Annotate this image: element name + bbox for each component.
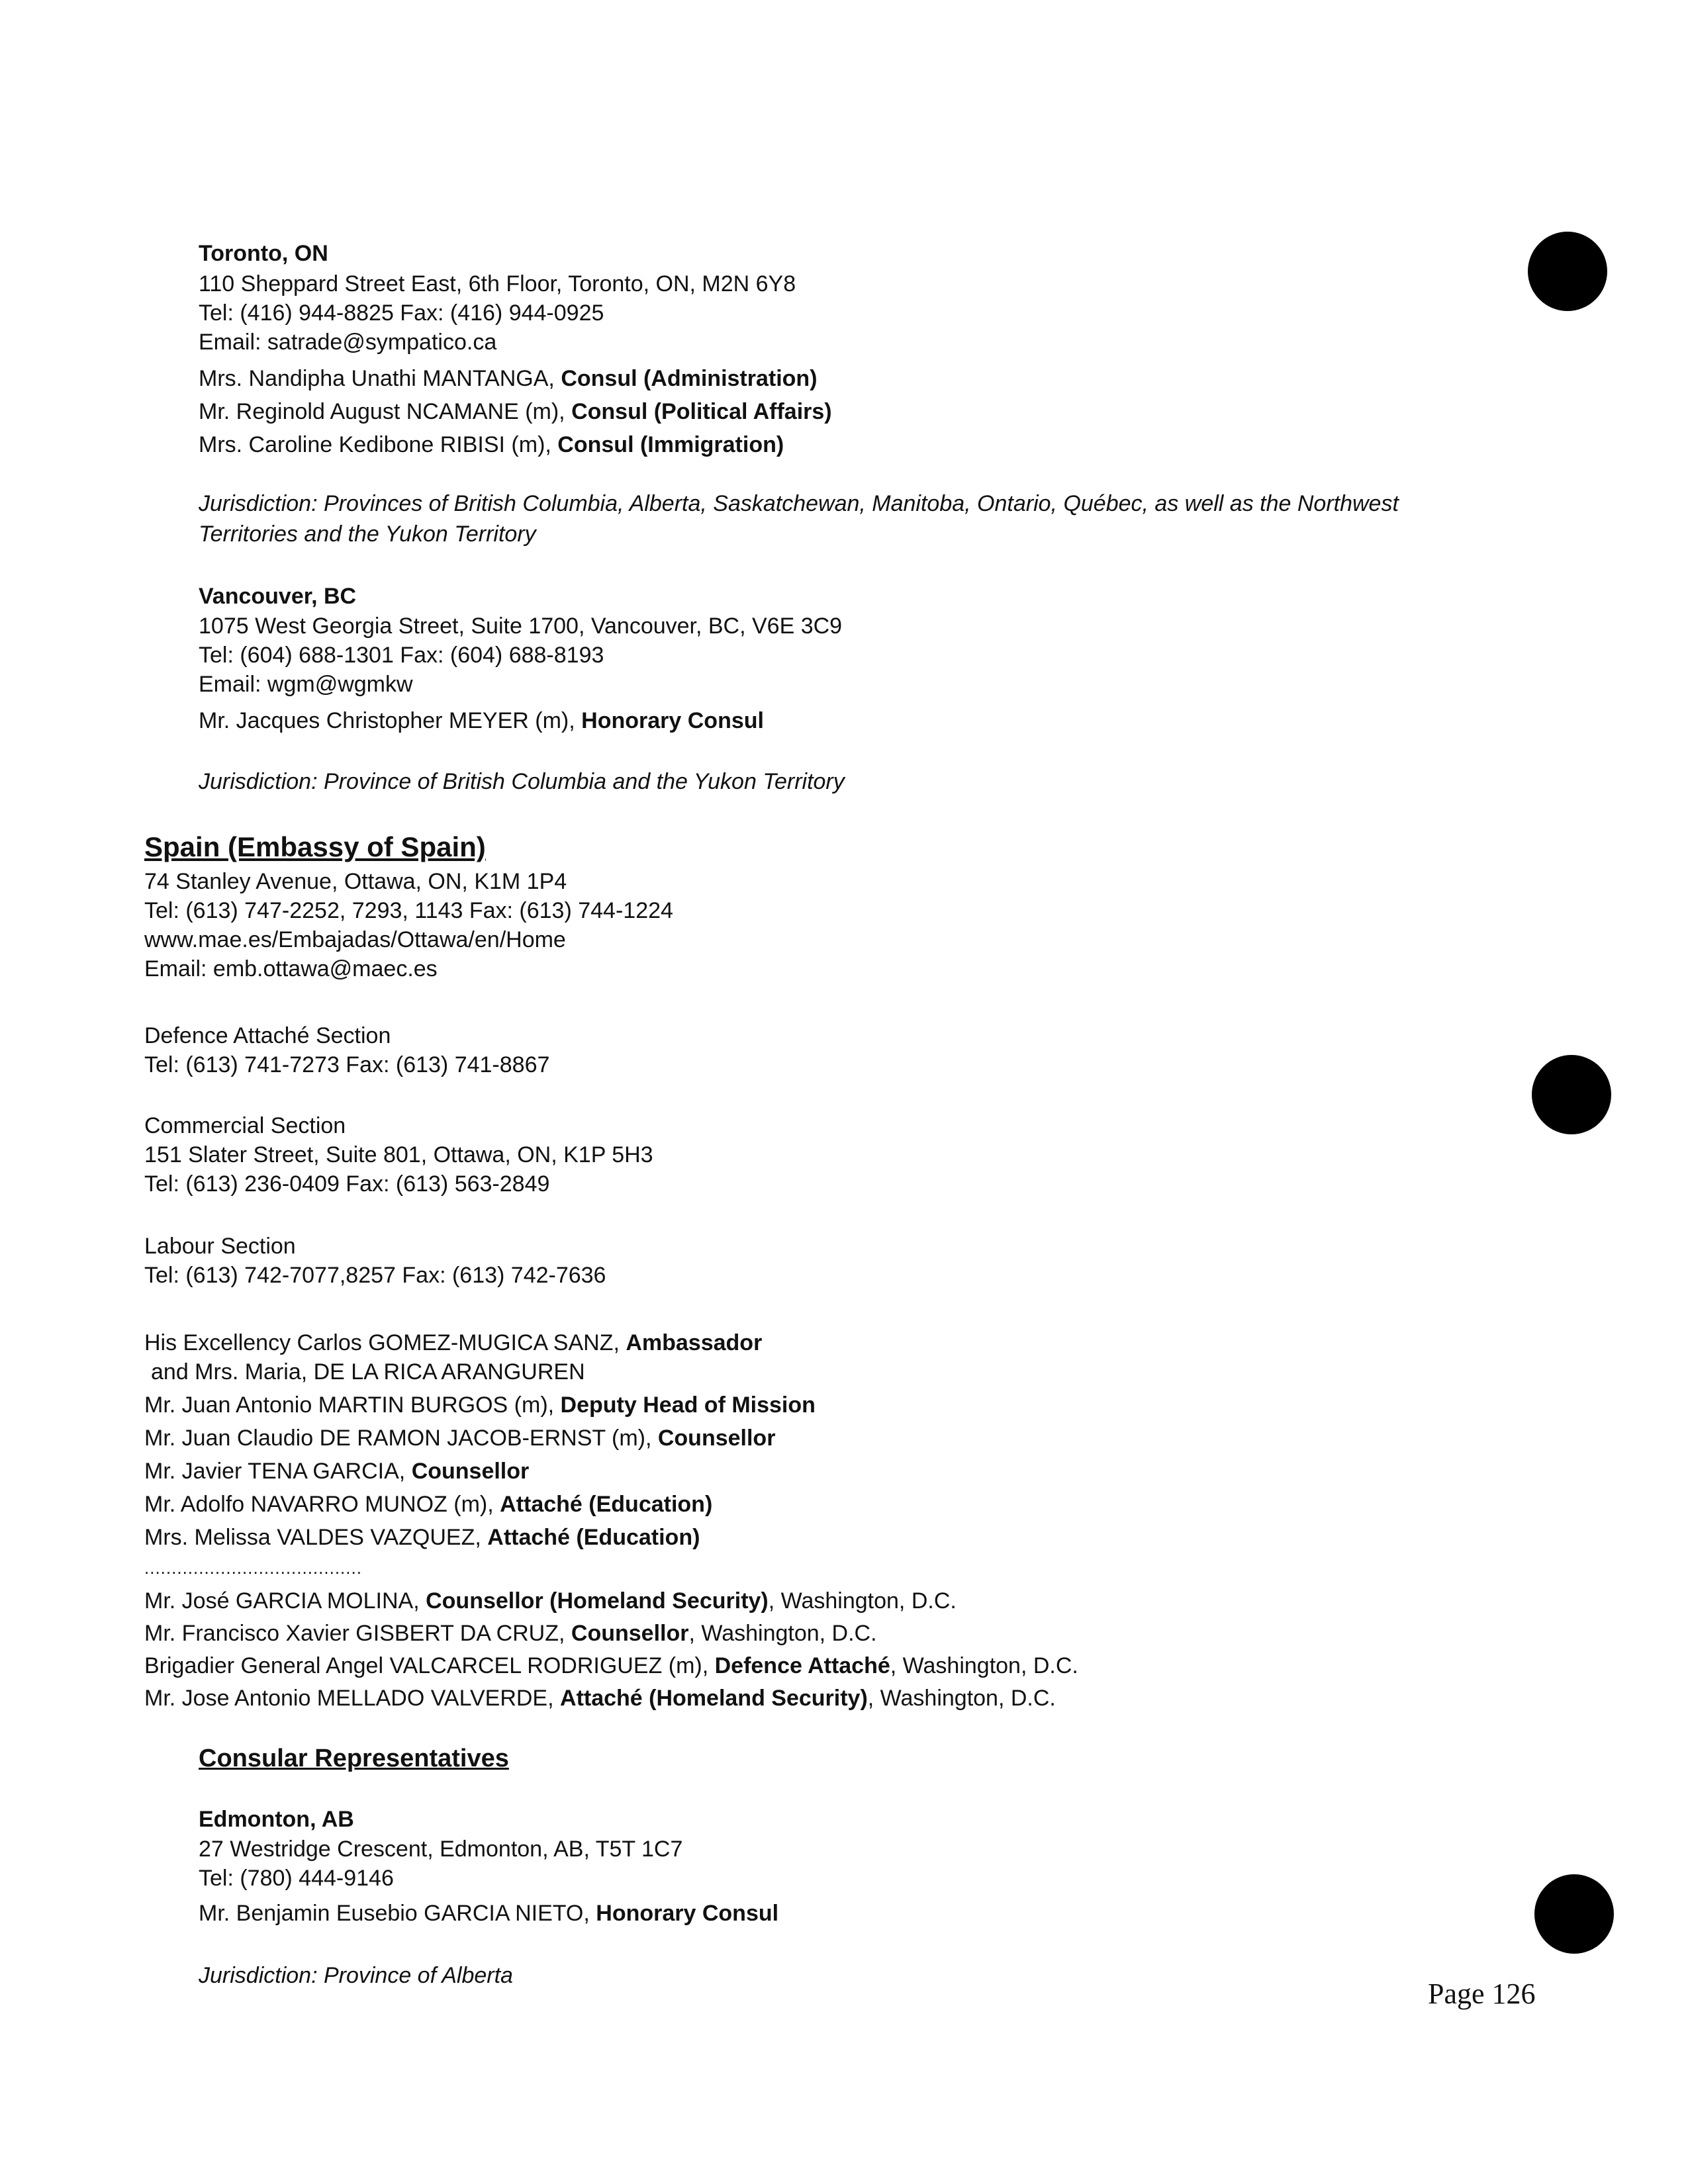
ambassador-name: His Excellency Carlos GOMEZ-MUGICA SANZ, — [144, 1330, 626, 1355]
staff-title: Deputy Head of Mission — [560, 1392, 816, 1418]
commercial-section-phone: Tel: (613) 236-0409 Fax: (613) 563-2849 — [144, 1171, 550, 1197]
staff-name: Mrs. Nandipha Unathi MANTANGA, — [199, 366, 561, 391]
defence-section-phone: Tel: (613) 741-7273 Fax: (613) 741-8867 — [144, 1052, 550, 1077]
vancouver-jurisdiction: Jurisdiction: Province of British Columbia and the Yukon Territory — [199, 769, 845, 794]
washington-staff-entry — [144, 1652, 1078, 1680]
vancouver-email: Email: wgm@wgmkw — [199, 672, 413, 697]
vancouver-phone: Tel: (604) 688-1301 Fax: (604) 688-8193 — [199, 643, 604, 668]
staff-entry — [199, 1899, 778, 1927]
labour-section-phone: Tel: (613) 742-7077,8257 Fax: (613) 742-7636 — [144, 1263, 606, 1288]
edmonton-city-heading: Edmonton, AB — [199, 1807, 354, 1832]
staff-name: Mr. Jose Antonio MELLADO VALVERDE, — [144, 1686, 561, 1711]
washington-staff-entry — [144, 1684, 1056, 1712]
toronto-email: Email: satrade@sympatico.ca — [199, 330, 497, 355]
staff-title: Counsellor — [657, 1426, 776, 1451]
staff-name: Mrs. Caroline Kedibone RIBISI (m), — [199, 432, 558, 457]
edmonton-address: 27 Westridge Crescent, Edmonton, AB, T5T 1C7 — [199, 1837, 683, 1862]
punch-hole — [1532, 1055, 1611, 1134]
staff-location: , Washington, D.C. — [768, 1588, 957, 1614]
staff-title: Honorary Consul — [581, 708, 764, 733]
page-number: Page 126 — [1428, 1978, 1536, 2010]
staff-title: Consul (Immigration) — [557, 432, 784, 457]
staff-entry — [199, 398, 832, 426]
staff-title: Counsellor (Homeland Security) — [426, 1588, 769, 1614]
spain-phone: Tel: (613) 747-2252, 7293, 1143 Fax: (613) 744-1224 — [144, 898, 673, 923]
defence-section-title: Defence Attaché Section — [144, 1023, 391, 1048]
vancouver-city-heading: Vancouver, BC — [199, 584, 357, 609]
staff-name: Mr. Benjamin Eusebio GARCIA NIETO, — [199, 1901, 596, 1926]
toronto-address: 110 Sheppard Street East, 6th Floor, Toronto, ON, M2N 6Y8 — [199, 271, 796, 296]
toronto-jurisdiction-line2: Territories and the Yukon Territory — [199, 522, 536, 547]
staff-name: Brigadier General Angel VALCARCEL RODRIGUEZ (m), — [144, 1653, 715, 1678]
staff-entry — [144, 1457, 529, 1485]
staff-location: , Washington, D.C. — [867, 1686, 1056, 1711]
staff-name: Mr. Juan Claudio DE RAMON JACOB-ERNST (m), — [144, 1426, 658, 1451]
commercial-section-title: Commercial Section — [144, 1113, 346, 1138]
staff-entry — [144, 1490, 712, 1518]
punch-hole — [1534, 1874, 1614, 1954]
toronto-jurisdiction-line1: Jurisdiction: Provinces of British Columbia, Alberta, Saskatchewan, Manitoba, Ontario, Québec, as well as the Northwest — [199, 491, 1399, 516]
vancouver-address: 1075 West Georgia Street, Suite 1700, Vancouver, BC, V6E 3C9 — [199, 614, 843, 639]
ambassador-spouse: and Mrs. Maria, DE LA RICA ARANGUREN — [151, 1359, 585, 1385]
commercial-section-address: 151 Slater Street, Suite 801, Ottawa, ON, K1P 5H3 — [144, 1142, 653, 1167]
staff-title: Attaché (Education) — [487, 1525, 700, 1550]
washington-staff-entry — [144, 1619, 877, 1647]
staff-title: Consul (Administration) — [561, 366, 818, 391]
staff-title: Counsellor — [411, 1459, 530, 1484]
ambassador-title: Ambassador — [626, 1330, 763, 1355]
staff-location: , Washington, D.C. — [688, 1621, 877, 1646]
staff-name: Mr. Juan Antonio MARTIN BURGOS (m), — [144, 1392, 561, 1418]
staff-title: Defence Attaché — [714, 1653, 890, 1678]
staff-entry — [144, 1424, 775, 1452]
staff-title: Attaché (Education) — [500, 1492, 713, 1517]
edmonton-jurisdiction: Jurisdiction: Province of Alberta — [199, 1963, 513, 1988]
staff-entry — [144, 1391, 816, 1419]
staff-name: Mr. Jacques Christopher MEYER (m), — [199, 708, 582, 733]
toronto-city-heading: Toronto, ON — [199, 241, 328, 266]
ambassador-entry — [144, 1329, 762, 1357]
staff-entry — [199, 365, 818, 392]
washington-staff-entry — [144, 1587, 957, 1615]
staff-location: , Washington, D.C. — [890, 1653, 1078, 1678]
staff-entry — [144, 1524, 700, 1551]
spain-email: Email: emb.ottawa@maec.es — [144, 956, 438, 981]
staff-name: Mr. Javier TENA GARCIA, — [144, 1459, 412, 1484]
labour-section-title: Labour Section — [144, 1234, 296, 1259]
staff-name: Mr. Francisco Xavier GISBERT DA CRUZ, — [144, 1621, 571, 1646]
staff-title: Consul (Political Affairs) — [571, 399, 832, 424]
consular-representatives-heading: Consular Representatives — [199, 1745, 509, 1772]
staff-entry — [199, 707, 764, 735]
edmonton-phone: Tel: (780) 444-9146 — [199, 1866, 394, 1891]
staff-entry — [199, 431, 784, 459]
punch-hole — [1528, 232, 1607, 311]
spain-website: www.mae.es/Embajadas/Ottawa/en/Home — [144, 927, 566, 952]
staff-title: Honorary Consul — [596, 1901, 779, 1926]
staff-name: Mr. José GARCIA MOLINA, — [144, 1588, 426, 1614]
staff-name: Mr. Adolfo NAVARRO MUNOZ (m), — [144, 1492, 500, 1517]
spain-address: 74 Stanley Avenue, Ottawa, ON, K1M 1P4 — [144, 869, 567, 894]
staff-title: Counsellor — [571, 1621, 689, 1646]
toronto-phone: Tel: (416) 944-8825 Fax: (416) 944-0925 — [199, 300, 604, 326]
dotted-separator: ........................................ — [144, 1558, 362, 1578]
spain-embassy-heading: Spain (Embassy of Spain) — [144, 831, 486, 862]
staff-title: Attaché (Homeland Security) — [560, 1686, 868, 1711]
staff-name: Mr. Reginold August NCAMANE (m), — [199, 399, 572, 424]
staff-name: Mrs. Melissa VALDES VAZQUEZ, — [144, 1525, 488, 1550]
